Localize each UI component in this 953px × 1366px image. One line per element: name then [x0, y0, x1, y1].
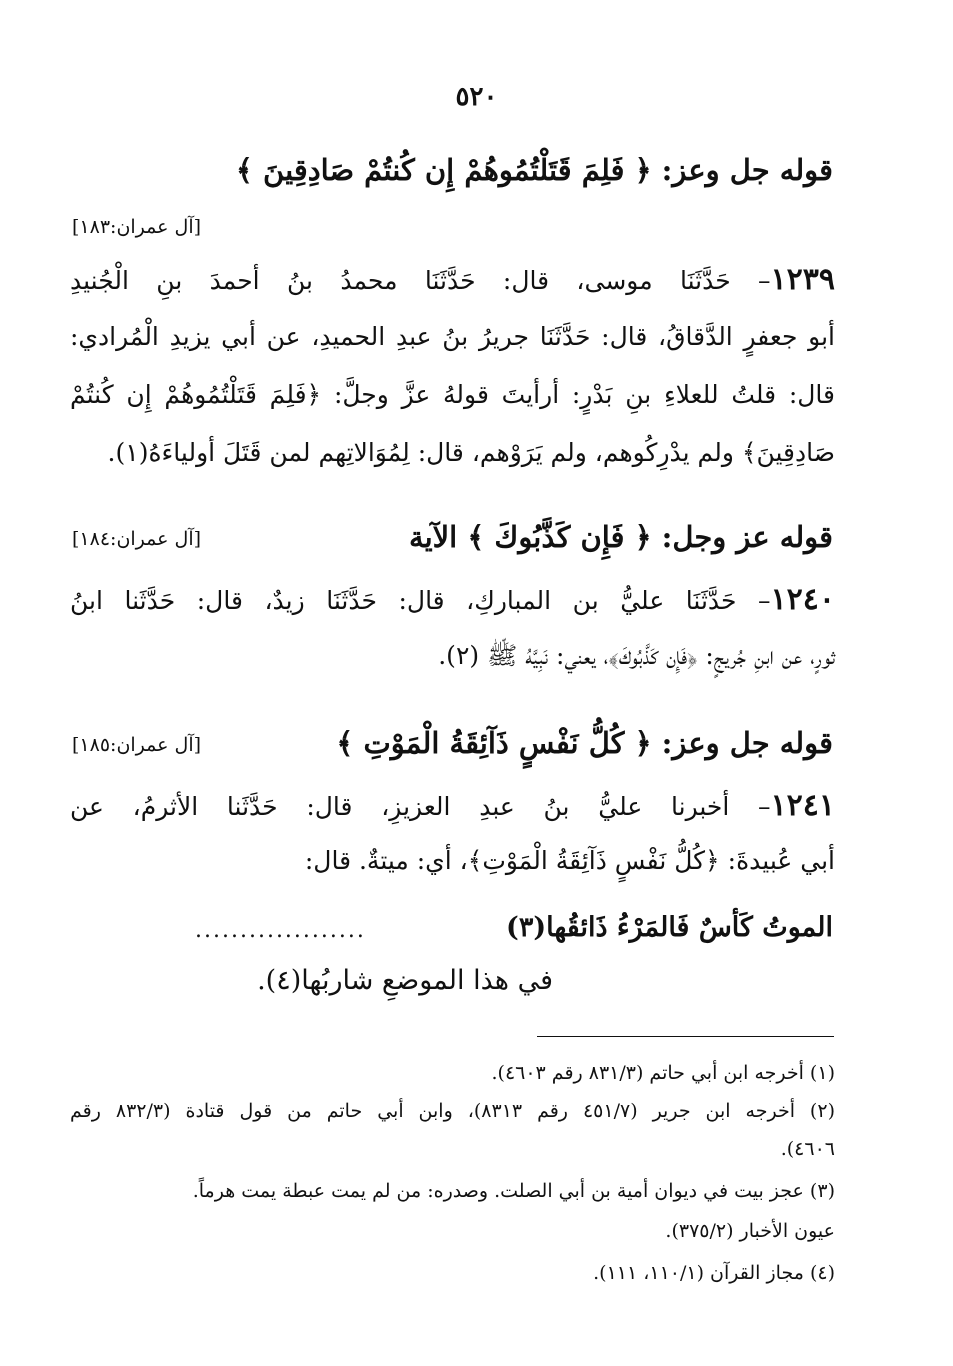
footnote-3-line-1: (٣) عجز بيت في ديوان أمية بن أبي الصلت. وصدره: من لم يمت عبطة يمت هرماً.: [192, 1180, 835, 1202]
footnote-3-line-2: عيون الأخبار (٣٧٥/٢).: [665, 1220, 835, 1242]
hadith-1239-line-4: صَادِقِينَ﴾ ولم يدْرِكُوهم، ولم يَرَوْهم، قال: لِمُوَالاتِهم لمن قَتَلَ أولياءَهُ(١).: [107, 438, 835, 467]
section-heading-2: قوله عز وجل: ﴿ فَإِن كَذَّبُوكَ ﴾ الآية: [409, 520, 833, 554]
hadith-1240-line-1: ١٢٤٠– حَدَّثَنَا عليُّ بن المباركِ، قال: حَدَّثَنَا زيدٌ، قال: حَدَّثَنا ابنُ: [70, 582, 835, 617]
hadith-number: ١٢٤٠: [770, 582, 835, 617]
hadith-number: ١٢٣٩: [770, 262, 835, 297]
footnote-2-line-2: ٤٦٠٦).: [780, 1138, 835, 1160]
poem-ellipsis: ...................: [195, 918, 366, 943]
hadith-1240-line-2: ثورٍ، عن ابنِ جُريجٍ: ﴿فَإِن كَذَّبُوكَ﴾، يعني: نَبِيَّهُ ﷺ (٢).: [438, 641, 835, 670]
verse-reference-2: [آل عمران:١٨٤]: [72, 528, 202, 550]
hadith-1239-line-3: قال: قلتُ للعلاءِ بنِ بَدْرٍ: أرأيتَ قولهُ عزَّ وجلَّ: ﴿فَلِمَ قَتَلْتُمُوهُمْ إِن كُنتُمْ: [70, 380, 835, 409]
verse-reference-3: [آل عمران:١٨٥]: [72, 734, 202, 756]
footnote-1: (١) أخرجه ابن أبي حاتم (٨٣١/٣ رقم ٤٦٠٣).: [491, 1062, 835, 1084]
footnote-4: (٤) مجاز القرآن (١١٠/١، ١١١).: [593, 1262, 835, 1284]
verse-reference-1: [آل عمران:١٨٣]: [72, 216, 202, 238]
poem-hemistich-1: الموتُ كَأسٌ فَالمَرْءُ ذَائقُها(٣): [506, 912, 833, 943]
footnote-divider: [537, 1036, 834, 1037]
hadith-number: ١٢٤١: [770, 788, 835, 823]
poem-hemistich-2: في هذا الموضعِ شاربُها(٤).: [257, 965, 553, 996]
section-heading-3: قوله جل وعز: ﴿ كُلُّ نَفْسٍ ذَآئِقَةُ الْمَوْتِ ﴾: [336, 726, 833, 760]
page-number: ٥٢٠: [455, 82, 498, 112]
hadith-1239-line-2: أبو جعفرٍ الدَّقاقُ، قال: حَدَّثَنَا جريرُ بنُ عبدِ الحميدِ، عن أبي يزيدِ الْمُرادي:: [70, 322, 835, 351]
footnote-2-line-1: (٢) أخرجه ابن جرير (٤٥١/٧ رقم ٨٣١٣)، وابن أبي حاتم من قول قتادة (٨٣٢/٣ رقم: [70, 1100, 835, 1122]
section-heading-1: قوله جل وعز: ﴿ فَلِمَ قَتَلْتُمُوهُمْ إِن كُنتُمْ صَادِقِينَ ﴾: [235, 153, 833, 187]
hadith-1241-line-2: أبي عُبيدةَ: ﴿كُلُّ نَفْسٍ ذَآئِقَةُ الْمَوْتِ﴾، أي: ميتةٌ. قال:: [304, 846, 835, 875]
hadith-1241-line-1: ١٢٤١– أخبرنا عليُّ بنُ عبدِ العزيزِ، قال: حَدَّثَنا الأثرمُ، عن: [70, 788, 835, 823]
hadith-1239-line-1: ١٢٣٩– حَدَّثَنَا موسى، قال: حَدَّثَنَا محمدُ بنُ أحمدَ بنِ الْجُنيدِ: [70, 262, 835, 297]
